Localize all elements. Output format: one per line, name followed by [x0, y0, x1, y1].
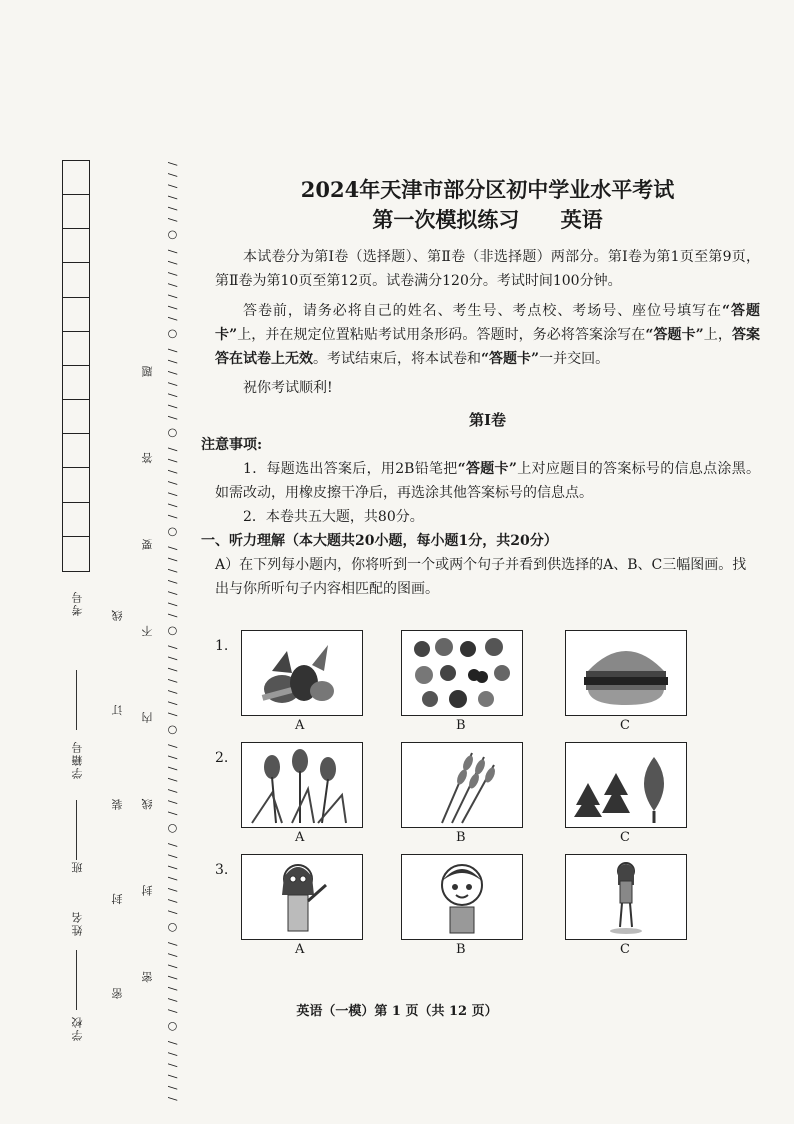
option-c-label: C: [620, 830, 630, 845]
hamburger-icon[interactable]: [565, 630, 687, 716]
page-footer: 英语（一模）第 1 页（共 12 页）: [296, 1004, 498, 1019]
girl-face-icon[interactable]: [401, 854, 523, 940]
intro-paragraph-2: 答卷前，请务必将自己的姓名、考生号、考点校、考场号、座位号填写在“答题卡”上，并在规定位置粘贴考试用条形码。答题时，务必将答案涂写在“答题卡”上，答案答在试卷上无效。考试结束后，将本试卷和“答题卡”一并交回。: [215, 303, 761, 367]
girl-waving-icon[interactable]: [241, 854, 363, 940]
option-b-label: B: [456, 830, 466, 845]
good-luck-text: 祝你考试顺利!: [243, 380, 333, 396]
seal-line-text: 密 封 装 订 线: [111, 570, 124, 999]
class-line[interactable]: [76, 800, 77, 860]
question-1: [215, 630, 775, 742]
section-1-heading: 一、听力理解（本大题共20小题，每小题1分，共20分）: [201, 533, 558, 549]
name-label: 姓名: [71, 910, 84, 936]
school-label: 学校: [71, 1015, 84, 1041]
exam-subtitle: [215, 205, 760, 235]
student-no-line[interactable]: [76, 670, 77, 730]
option-a-label: A: [295, 718, 305, 733]
exam-number-grid[interactable]: [62, 160, 90, 572]
volume-title: 第Ⅰ卷: [468, 411, 507, 429]
main-content: [201, 175, 761, 601]
notice-item-1: 1．每题选出答案后，用2B铅笔把“答题卡”上对应题目的答案标号的信息点涂黑。如需改动，用橡皮擦干净后，再选涂其他答案标号的信息点。: [215, 461, 761, 501]
class-label: 班: [71, 860, 84, 873]
option-b-label: B: [456, 942, 466, 957]
exam-no-label: 考号: [71, 590, 84, 616]
wheat-icon[interactable]: [401, 742, 523, 828]
question-2: [215, 742, 775, 854]
exam-title: 2024年天津市部分区初中学业水平考试: [300, 177, 675, 202]
question-number: 3.: [215, 862, 229, 878]
option-a-label: A: [295, 942, 305, 957]
trees-icon[interactable]: [565, 742, 687, 828]
option-c-label: C: [620, 718, 630, 733]
subtitle-practice: 第一次模拟练习: [372, 207, 520, 232]
option-a-label: A: [295, 830, 305, 845]
question-number: 1.: [215, 638, 229, 654]
binding-strip: [52, 150, 179, 1101]
option-c-label: C: [620, 942, 630, 957]
notice-item-2: 2．本卷共五大题，共80分。: [243, 509, 424, 525]
student-no-label: 学籍号: [71, 740, 84, 779]
dashed-cut-line: / / / / / / ○ / / / / / / / ○ / / / / / / / ○ / / / / / / / ○ / / / / / / / ○ / / / / / / / ○ / / / / / / / ○ / / / / / / / ○ / / / / / / / ○ / / / / / /: [166, 160, 179, 1101]
question-number: 2.: [215, 750, 229, 766]
question-3: [215, 854, 775, 966]
flowers-icon[interactable]: [241, 742, 363, 828]
subtitle-subject: 英语: [560, 207, 603, 232]
option-b-label: B: [456, 718, 466, 733]
fruits-icon[interactable]: [401, 630, 523, 716]
notice-heading: 注意事项:: [201, 437, 263, 453]
girl-standing-icon[interactable]: [565, 854, 687, 940]
section-1-instruction: A）在下列每小题内，你将听到一个或两个句子并看到供选择的A、B、C三幅图画。找出与你所听句子内容相匹配的图画。: [215, 557, 747, 597]
vegetables-icon[interactable]: [241, 630, 363, 716]
intro-paragraph-1: 本试卷分为第Ⅰ卷（选择题）、第Ⅱ卷（非选择题）两部分。第Ⅰ卷为第1页至第9页，第Ⅱ卷为第10页至第12页。试卷满分120分。考试时间100分钟。: [215, 249, 760, 289]
listening-pictures: [215, 630, 775, 966]
seal-inner-text: 密 封 线 内 不 要 答 题: [141, 330, 154, 983]
